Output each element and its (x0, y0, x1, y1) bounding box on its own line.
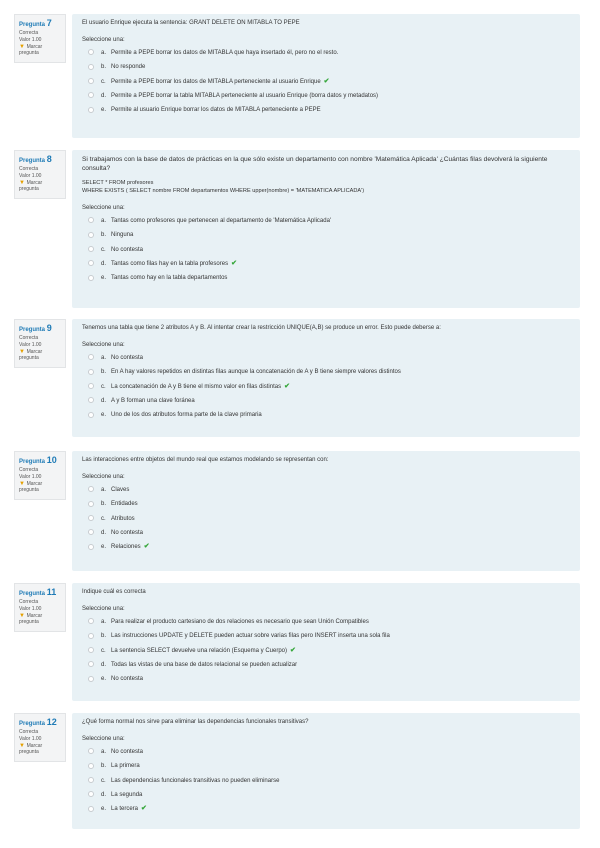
option-letter: b. (101, 501, 107, 508)
question-value: Valor 1.00 (19, 37, 42, 43)
select-one-prompt: Seleccione una: (82, 205, 125, 211)
option-letter: e. (101, 544, 107, 551)
question-status: Correcta (19, 729, 39, 735)
question-label: Pregunta (19, 327, 46, 333)
question-info-panel (14, 319, 66, 368)
option-text: Tantas como hay en la tabla departamentos (111, 275, 228, 282)
option-text: En A hay valores repetidos en distintas filas aunque la concatenación de A y B tiene siempre valores distintos (111, 369, 401, 376)
radio-button[interactable] (88, 515, 94, 521)
option-text: Las instrucciones UPDATE y DELETE pueden actuar sobre varias filas pero INSERT inserta una sola fila (111, 633, 390, 640)
check-icon: ✔ (141, 805, 147, 813)
option-text: Las dependencias funcionales transitivas no pueden eliminarse (111, 777, 280, 784)
option-text: La tercera (111, 806, 139, 813)
option-letter: e. (101, 676, 107, 683)
answer-option[interactable] (82, 615, 570, 629)
option-letter: c. (101, 246, 106, 253)
option-letter: a. (101, 749, 107, 755)
radio-button[interactable] (88, 544, 94, 550)
option-text: No contesta (111, 676, 144, 683)
answer-option[interactable] (82, 802, 570, 816)
select-one-prompt: Seleccione una: (82, 37, 125, 43)
option-letter: b. (101, 633, 107, 640)
check-icon: ✔ (143, 543, 150, 551)
flag-question-label: Marcar pregunta (19, 349, 43, 361)
question-number-value: 12 (46, 717, 57, 727)
option-text: No contesta (111, 246, 144, 253)
option-letter: d. (101, 92, 107, 99)
question-content (72, 319, 580, 437)
question-value: Valor 1.00 (19, 173, 42, 179)
answer-option[interactable] (82, 351, 570, 365)
question-value: Valor 1.00 (19, 606, 42, 612)
sql-code (82, 179, 570, 195)
flag-question-link[interactable] (19, 44, 62, 56)
question-info-panel (14, 583, 66, 632)
flag-question-label: Marcar pregunta (19, 481, 43, 493)
option-letter: d. (101, 529, 107, 536)
question-info-panel (14, 713, 66, 762)
option-letter: c. (101, 647, 106, 654)
option-text: Uno de los dos atributos forma parte de la clave primaria (111, 412, 262, 419)
option-text: Claves (111, 487, 130, 493)
option-letter: d. (101, 260, 107, 267)
flag-question-link[interactable] (19, 180, 62, 192)
option-text: No contesta (111, 355, 144, 361)
option-text: No contesta (111, 749, 144, 755)
option-text: A y B forman una clave foránea (111, 397, 195, 404)
flag-question-link[interactable] (19, 743, 62, 755)
answer-option[interactable] (82, 243, 570, 257)
option-letter: a. (101, 619, 107, 625)
radio-button[interactable] (88, 232, 94, 238)
answer-option[interactable] (82, 228, 570, 242)
radio-button[interactable] (88, 618, 94, 624)
sql-code-line: SELECT * FROM profesores (82, 180, 154, 186)
radio-button[interactable] (88, 397, 94, 403)
question-number-value: 11 (46, 587, 57, 597)
option-letter: c. (101, 515, 106, 522)
option-letter: c. (101, 383, 106, 390)
answer-option[interactable] (82, 512, 570, 526)
option-letter: b. (101, 369, 107, 376)
flag-icon: ▼ (19, 349, 27, 355)
option-letter: b. (101, 64, 107, 71)
question-info-panel (14, 150, 66, 199)
answer-option[interactable] (82, 408, 570, 422)
question-status: Correcta (19, 335, 39, 341)
select-one-prompt: Seleccione una: (82, 474, 125, 480)
question-label: Pregunta (19, 591, 46, 597)
option-text: Entidades (111, 501, 138, 508)
answer-option[interactable] (82, 658, 570, 672)
radio-button[interactable] (88, 501, 94, 507)
radio-button[interactable] (88, 383, 94, 389)
radio-button[interactable] (88, 260, 94, 266)
option-letter: b. (101, 232, 107, 239)
option-text: Atributos (111, 515, 135, 522)
option-letter: e. (101, 412, 107, 419)
radio-button[interactable] (88, 92, 94, 98)
radio-button[interactable] (88, 529, 94, 535)
check-icon: ✔ (290, 646, 296, 654)
radio-button[interactable] (88, 246, 94, 252)
answer-option[interactable] (82, 788, 570, 802)
radio-button[interactable] (88, 78, 94, 84)
flag-question-label: Marcar pregunta (19, 613, 43, 625)
option-text: La concatenación de A y B tiene el mismo valor en filas distintas (111, 383, 282, 390)
radio-button[interactable] (88, 748, 94, 754)
question-status: Correcta (19, 30, 39, 36)
select-one-prompt: Seleccione una: (82, 342, 125, 348)
answer-option[interactable] (82, 540, 570, 554)
question-number-value: 9 (46, 323, 52, 333)
option-text: Permite a PEPE borrar la tabla MITABLA perteneciente al usuario Enrique (borra datos y metadatos) (111, 92, 379, 99)
option-letter: d. (101, 791, 107, 798)
option-text: Permite a PEPE borrar los datos de MITABLA que haya insertado él, pero no el resto. (111, 50, 339, 56)
question-content (72, 713, 580, 829)
sql-code-line: WHERE EXISTS ( SELECT nombre FROM departamentos WHERE upper(nombre) = 'MATEMATICA APLICADA') (82, 188, 365, 194)
answer-option[interactable] (82, 672, 570, 686)
flag-question-link[interactable] (19, 349, 62, 361)
question-number (19, 324, 62, 335)
question-label: Pregunta (19, 459, 46, 465)
radio-button[interactable] (88, 64, 94, 70)
option-letter: d. (101, 397, 107, 404)
flag-question-label: Marcar pregunta (19, 743, 43, 755)
radio-button[interactable] (88, 647, 94, 653)
check-icon: ✔ (284, 382, 290, 390)
answer-option[interactable] (82, 257, 570, 271)
radio-button[interactable] (88, 806, 94, 812)
radio-button[interactable] (88, 633, 94, 639)
check-icon: ✔ (231, 259, 237, 267)
answer-option[interactable] (82, 497, 570, 511)
question-number-value: 10 (46, 455, 57, 465)
radio-button[interactable] (88, 676, 94, 682)
flag-icon: ▼ (19, 743, 27, 749)
option-text: Todas las vistas de una base de datos relacional se pueden actualizar (111, 661, 298, 668)
question-number (19, 588, 62, 599)
flag-icon: ▼ (19, 44, 27, 50)
question-label: Pregunta (19, 721, 46, 727)
radio-button[interactable] (88, 412, 94, 418)
answer-option[interactable] (82, 271, 570, 285)
radio-button[interactable] (88, 49, 94, 55)
question-content (72, 583, 580, 701)
question-label: Pregunta (19, 22, 46, 28)
answer-option[interactable] (82, 60, 570, 74)
question-value: Valor 1.00 (19, 474, 42, 480)
option-letter: c. (101, 78, 106, 85)
flag-icon: ▼ (19, 481, 27, 487)
radio-button[interactable] (88, 763, 94, 769)
option-text: Ninguna (111, 232, 134, 239)
question-number-value: 7 (46, 18, 52, 28)
answer-option[interactable] (82, 380, 570, 394)
flag-question-link[interactable] (19, 481, 62, 493)
flag-question-label: Marcar pregunta (19, 180, 43, 192)
flag-question-label: Marcar pregunta (19, 44, 43, 56)
question-number (19, 456, 62, 467)
answer-option[interactable] (82, 483, 570, 497)
option-text: Permite al usuario Enrique borrar los datos de MITABLA perteneciente a PEPE (111, 107, 321, 114)
radio-button[interactable] (88, 275, 94, 281)
flag-icon: ▼ (19, 180, 27, 186)
select-one-prompt: Seleccione una: (82, 736, 125, 742)
option-text: Tantas como filas hay en la tabla profesores (111, 260, 229, 267)
radio-button[interactable] (88, 486, 94, 492)
question-text: Indique cuál es correcta (82, 589, 146, 595)
question-text: ¿Qué forma normal nos sirve para eliminar las dependencias funcionales transitivas? (82, 719, 309, 725)
radio-button[interactable] (88, 354, 94, 360)
question-info-panel (14, 451, 66, 500)
question-text: Las interacciones entre objetos del mundo real que estamos modelando se representan con: (82, 457, 329, 463)
question-status: Correcta (19, 166, 39, 172)
option-text: Permite a PEPE borrar los datos de MITABLA perteneciente al usuario Enrique (111, 78, 321, 85)
option-text: La segunda (111, 791, 143, 798)
answer-option[interactable] (82, 526, 570, 540)
answer-option[interactable] (82, 214, 570, 228)
radio-button[interactable] (88, 217, 94, 223)
option-letter: a. (101, 355, 107, 361)
option-text: Relaciones (111, 544, 141, 551)
answer-option[interactable] (82, 629, 570, 643)
question-text: El usuario Enrique ejecuta la sentencia: GRANT DELETE ON MITABLA TO PEPE (82, 20, 300, 26)
check-icon: ✔ (323, 77, 330, 85)
answer-option[interactable] (82, 89, 570, 103)
question-number (19, 155, 62, 166)
question-text: Si trabajamos con la base de datos de prácticas en la que sólo existe un departamento con nombre 'Matemática Aplicada' ¿Cuántas filas devolverá la siguiente consulta? (82, 156, 548, 172)
question-content (72, 451, 580, 571)
answer-option[interactable] (82, 103, 570, 117)
option-letter: e. (101, 275, 107, 282)
flag-icon: ▼ (19, 613, 27, 619)
radio-button[interactable] (88, 661, 94, 667)
question-info-panel (14, 14, 66, 63)
answer-option[interactable] (82, 75, 570, 89)
option-text: La primera (111, 763, 140, 770)
option-text: No responde (111, 64, 146, 71)
radio-button[interactable] (88, 791, 94, 797)
answer-option[interactable] (82, 644, 570, 658)
option-letter: c. (101, 777, 106, 784)
answer-option[interactable] (82, 365, 570, 379)
answer-option[interactable] (82, 759, 570, 773)
question-status: Correcta (19, 467, 39, 473)
question-label: Pregunta (19, 158, 46, 164)
option-text: La sentencia SELECT devuelve una relación (Esquema y Cuerpo) (111, 647, 287, 654)
radio-button[interactable] (88, 107, 94, 113)
answer-option[interactable] (82, 745, 570, 759)
select-one-prompt: Seleccione una: (82, 606, 125, 612)
answer-option[interactable] (82, 46, 570, 60)
option-letter: a. (101, 218, 107, 224)
question-status: Correcta (19, 599, 39, 605)
option-text: Para realizar el producto cartesiano de dos relaciones es necesario que sean Unión Compatibles (111, 619, 369, 625)
flag-question-link[interactable] (19, 613, 62, 625)
option-letter: b. (101, 763, 107, 770)
question-number-value: 8 (46, 154, 52, 164)
question-number (19, 718, 62, 729)
option-letter: d. (101, 661, 107, 668)
question-content (72, 150, 580, 308)
question-text: Tenemos una tabla que tiene 2 atributos A y B. Al intentar crear la restricción UNIQUE(A,B) se produce un error. Esto puede deberse a: (82, 325, 441, 331)
option-letter: e. (101, 806, 107, 813)
option-letter: a. (101, 50, 107, 56)
radio-button[interactable] (88, 777, 94, 783)
answer-option[interactable] (82, 774, 570, 788)
option-letter: a. (101, 487, 107, 493)
option-text: Tantas como profesores que pertenecen al departamento de 'Matemática Aplicada' (111, 218, 332, 224)
radio-button[interactable] (88, 369, 94, 375)
answer-option[interactable] (82, 394, 570, 408)
option-letter: e. (101, 107, 107, 114)
option-text: No contesta (111, 529, 144, 536)
question-number (19, 19, 62, 30)
question-content (72, 14, 580, 138)
question-value: Valor 1.00 (19, 342, 42, 348)
question-value: Valor 1.00 (19, 736, 42, 742)
